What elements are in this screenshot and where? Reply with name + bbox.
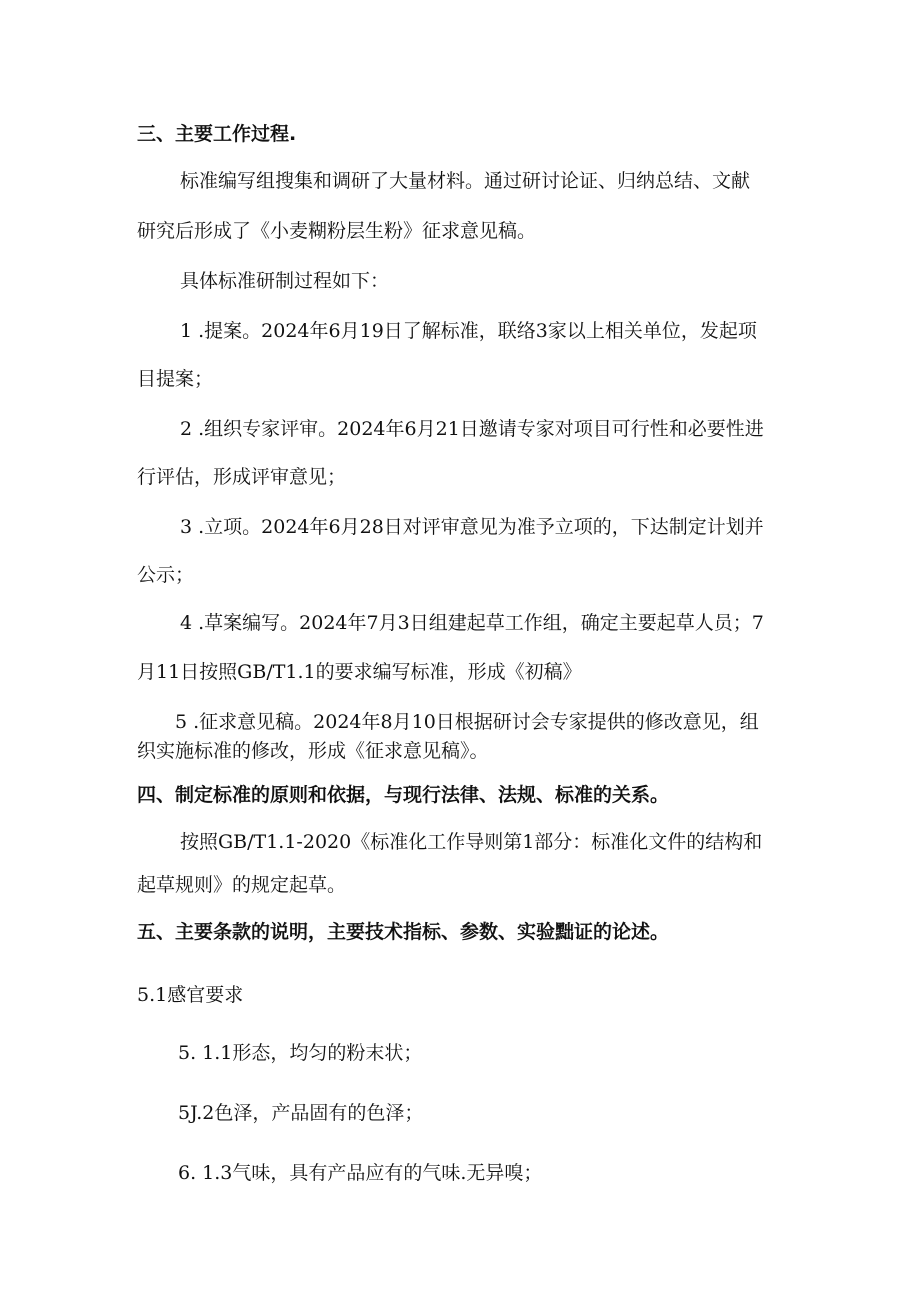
section3-intro-line1: 标准编写组搜集和调研了大量材料。通过研讨论证、归纳总结、文献 (180, 170, 751, 192)
step-4-line1: 4 .草案编写。2024年7月3日组建起草工作组，确定主要起草人员；7 (180, 612, 764, 634)
section4-line2: 起草规则》的规定起草。 (137, 874, 347, 896)
section4-heading: 四、制定标准的原则和依据，与现行法律、法规、标准的关系。 (137, 784, 670, 806)
step-5-line1: 5 .征求意见稿。2024年8月10日根据研讨会专家提供的修改意见，组 (175, 711, 759, 733)
section4-line1: 按照GB/T1.1-2020《标准化工作导则第1部分：标准化文件的结构和 (180, 831, 763, 853)
sensory-item-1: 5. 1.1形态，均匀的粉末状； (178, 1042, 423, 1064)
step-3-line2: 公示； (137, 564, 195, 586)
step-5-line2: 织实施标准的修改，形成《征求意见稿》。 (137, 740, 489, 762)
sensory-item-2: 5J.2色泽，产品固有的色泽； (178, 1102, 424, 1124)
process-intro: 具体标准研制过程如下： (180, 270, 390, 292)
step-2-line1: 2 .组织专家评审。2024年6月21日邀请专家对项目可行性和必要性进 (180, 418, 764, 440)
step-4-line2: 月11日按照GB/T1.1的要求编写标准，形成《初稿》 (137, 661, 582, 683)
step-2-line2: 行评估，形成评审意见； (137, 466, 347, 488)
section3-heading: 三、主要工作过程. (137, 123, 297, 145)
step-3-line1: 3 .立项。2024年6月28日对评审意见为准予立项的，下达制定计划并 (180, 516, 764, 538)
sensory-item-3: 6. 1.3气味，具有产品应有的气味.无异嗅； (178, 1162, 543, 1184)
section3-intro-line2: 研究后形成了《小麦糊粉层生粉》征求意见稿。 (137, 220, 537, 242)
step-1-line1: 1 .提案。2024年6月19日了解标准，联络3家以上相关单位，发起项 (180, 320, 757, 342)
section5-subheading: 5.1感官要求 (137, 984, 244, 1006)
step-1-line2: 目提案； (137, 368, 214, 390)
section5-heading: 五、主要条款的说明，主要技术指标、参数、实验黜证的论述。 (137, 921, 670, 943)
